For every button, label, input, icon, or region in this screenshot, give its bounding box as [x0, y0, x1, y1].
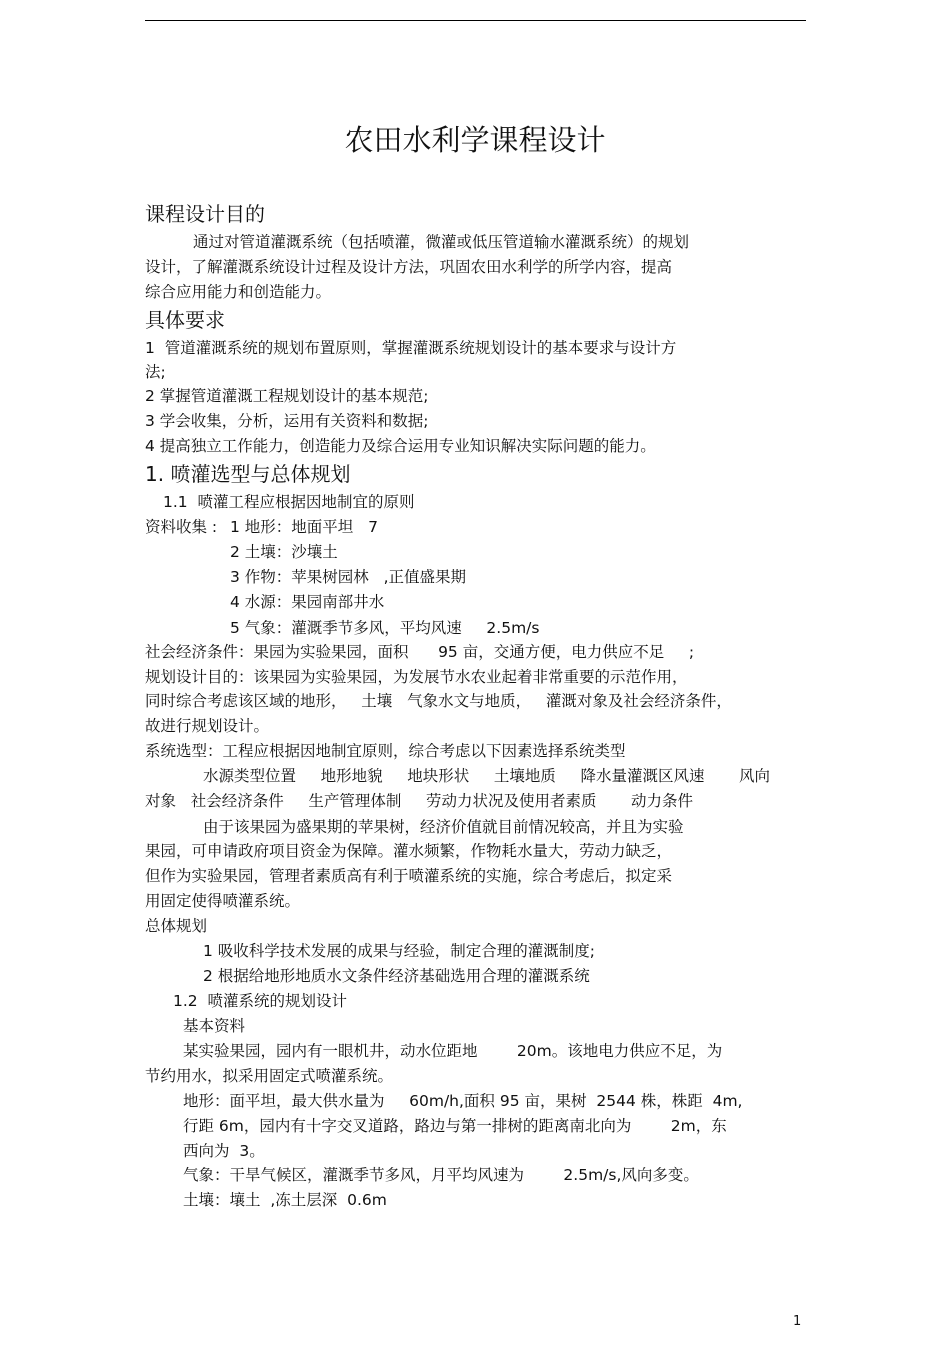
collect-item: 3 作物：苹果树园林 ,正值盛果期: [230, 568, 466, 586]
factor-line: 对象 社会经济条件 生产管理体制 劳动力状况及使用者素质 动力条件: [145, 792, 694, 810]
terrain-line: 西向为 3。: [183, 1142, 265, 1160]
document-title: 农田水利学课程设计: [344, 123, 606, 157]
econ-conditions: 社会经济条件：果园为实验果园，面积 95 亩，交通方便，电力供应不足 ;: [145, 643, 695, 661]
purpose-heading: 课程设计目的: [145, 202, 265, 226]
reason-line: 果园，可申请政府项目资金为保障。灌水频繁，作物耗水量大，劳动力缺乏，: [145, 842, 673, 860]
collect-item: 2 土壤：沙壤土: [230, 543, 338, 561]
collect-item: 1 地形：地面平坦 7: [230, 518, 378, 536]
basic-label: 基本资料: [183, 1017, 246, 1035]
requirement-line: 4 提高独立工作能力，创造能力及综合运用专业知识解决实际问题的能力。: [145, 437, 656, 455]
overall-label: 总体规划: [145, 917, 208, 935]
climate-line: 气象：干旱气候区，灌溉季节多风，月平均风速为 2.5m/s,风向多变。: [183, 1166, 699, 1184]
header-rule: [145, 20, 806, 21]
page-number: 1: [793, 1314, 802, 1329]
terrain-line: 地形：面平坦，最大供水量为 60m/h,面积 95 亩，果树 2544 株，株距 4m,: [183, 1092, 743, 1110]
reason-line: 由于该果园为盛果期的苹果树，经济价值就目前情况较高，并且为实验: [203, 818, 684, 836]
goal-line: 同时综合考虑该区域的地形， 土壤 气象水文与地质， 灌溉对象及社会经济条件，: [145, 692, 732, 710]
goal-line: 规划设计目的：该果园为实验果园，为发展节水农业起着非常重要的示范作用，: [145, 668, 688, 686]
system-type: 系统选型：工程应根据因地制宜原则，综合考虑以下因素选择系统类型: [145, 742, 626, 760]
subsection-1-2: 1.2 喷灌系统的规划设计: [173, 992, 348, 1010]
requirement-line: 法;: [145, 363, 166, 381]
collect-item: 5 气象：灌溉季节多风，平均风速 2.5m/s: [230, 619, 540, 637]
basic-line: 节约用水，拟采用固定式喷灌系统。: [145, 1067, 394, 1085]
purpose-line: 通过对管道灌溉系统（包括喷灌，微灌或低压管道输水灌溉系统）的规划: [193, 233, 690, 251]
factor-line: 水源类型位置 地形地貌 地块形状 土壤地质 降水量灌溉区风速 风向: [203, 767, 771, 785]
section1-heading: 1. 喷灌选型与总体规划: [145, 462, 351, 486]
collect-label: 资料收集 :: [145, 518, 218, 536]
requirements-heading: 具体要求: [145, 308, 225, 332]
goal-line: 故进行规划设计。: [145, 717, 270, 735]
basic-line: 某实验果园，园内有一眼机井，动水位距地 20m。该地电力供应不足，为: [183, 1042, 723, 1060]
reason-line: 用固定使得喷灌系统。: [145, 892, 301, 910]
requirement-line: 2 掌握管道灌溉工程规划设计的基本规范;: [145, 387, 429, 405]
overall-item: 1 吸收科学技术发展的成果与经验，制定合理的灌溉制度;: [203, 942, 596, 960]
purpose-line: 综合应用能力和创造能力。: [145, 283, 332, 301]
overall-item: 2 根据给地形地质水文条件经济基础选用合理的灌溉系统: [203, 967, 590, 985]
requirement-line: 3 学会收集，分析，运用有关资料和数据;: [145, 412, 429, 430]
soil-line: 土壤：壤土 ,冻土层深 0.6m: [183, 1191, 387, 1209]
purpose-line: 设计，了解灌溉系统设计过程及设计方法，巩固农田水利学的所学内容，提高: [145, 258, 673, 276]
requirement-line: 1 管道灌溉系统的规划布置原则，掌握灌溉系统规划设计的基本要求与设计方: [145, 339, 677, 357]
collect-item: 4 水源：果园南部井水: [230, 593, 385, 611]
subsection-1-1: 1.1 喷灌工程应根据因地制宜的原则: [163, 493, 415, 511]
reason-line: 但作为实验果园，管理者素质高有利于喷灌系统的实施，综合考虑后，拟定采: [145, 867, 673, 885]
terrain-line: 行距 6m，园内有十字交叉道路，路边与第一排树的距离南北向为 2m，东: [183, 1117, 727, 1135]
